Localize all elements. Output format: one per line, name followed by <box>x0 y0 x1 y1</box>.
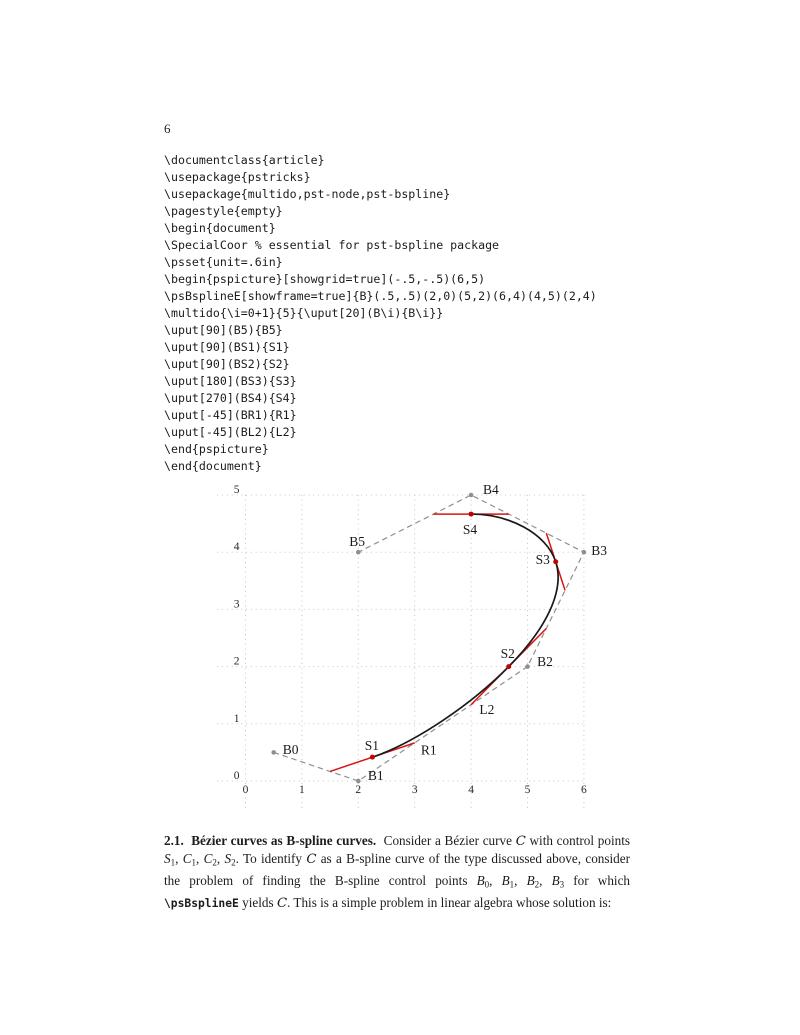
point-label: S1 <box>364 738 379 754</box>
code-line: \end{document} <box>164 459 262 473</box>
control-point-dot <box>469 493 474 498</box>
code-line: \psBsplineE[showframe=true]{B}(.5,.5)(2,0)(5,2)(6,4)(4,5)(2,4) <box>164 289 597 303</box>
code-line: \begin{document} <box>164 221 276 235</box>
x-tick-label: 1 <box>299 784 305 796</box>
spline-point-dot <box>553 559 558 564</box>
spline-point-dot <box>469 512 474 517</box>
code-line: \documentclass{article} <box>164 153 325 167</box>
code-line: \usepackage{pstricks} <box>164 170 311 184</box>
code-line: \uput[90](BS2){S2} <box>164 357 290 371</box>
y-tick-label: 4 <box>233 541 240 554</box>
page-number: 6 <box>164 121 171 136</box>
y-tick-label: 0 <box>233 770 240 782</box>
code-line: \end{pspicture} <box>164 442 269 456</box>
point-label: S2 <box>500 645 515 661</box>
point-label: R1 <box>420 742 437 758</box>
section-paragraph: 2.1. Bézier curves as B-spline curves. Consider a Bézier curve C with control points $S_1$, $C_1$, $C_2$, $S_2$. To identify C as a B-spline curve of the type discussed above, consider the problem of finding the B-spline control points $B_0$, $B_1$, $B_2$, $B_3$ for which \psBsplineE yields C. This is a simple problem in linear algebra whose solution is: <box>164 833 631 911</box>
bspline-figure <box>200 474 630 819</box>
x-tick-label: 0 <box>242 784 249 796</box>
point-label: B3 <box>591 542 608 558</box>
y-tick-label: 2 <box>233 655 240 668</box>
code-line: \SpecialCoor % essential for pst-bspline package <box>164 238 500 252</box>
x-tick-label: 4 <box>468 784 474 796</box>
control-point-dot <box>271 750 276 755</box>
code-line: \multido{\i=0+1}{5}{\uput[20](B\i){B\i}} <box>164 306 444 320</box>
point-label: S4 <box>462 521 478 537</box>
point-label: B2 <box>537 653 553 669</box>
point-label: B1 <box>367 767 384 783</box>
control-point-dot <box>525 664 530 669</box>
point-label: B4 <box>482 481 499 497</box>
spline-point-dot <box>506 664 511 669</box>
point-label: B5 <box>349 533 366 549</box>
code-line: \pagestyle{empty} <box>164 204 283 218</box>
bspline-curve <box>372 514 558 757</box>
x-tick-label: 5 <box>524 784 531 796</box>
code-line: \uput[180](BS3){S3} <box>164 374 297 388</box>
y-tick-label: 1 <box>233 712 240 725</box>
point-label: L2 <box>479 702 495 717</box>
code-line: \begin{pspicture}[showgrid=true](-.5,-.5)(6,5) <box>164 272 486 286</box>
code-line: \uput[-45](BR1){R1} <box>164 408 297 422</box>
bspline-plot-svg <box>200 474 630 819</box>
point-label: S3 <box>535 552 550 568</box>
code-line: \uput[90](BS1){S1} <box>164 340 290 354</box>
x-tick-label: 2 <box>355 784 362 796</box>
control-point-dot <box>582 550 587 555</box>
latex-code-listing <box>164 152 597 475</box>
code-line: \uput[-45](BL2){L2} <box>164 425 297 439</box>
control-point-dot <box>356 550 361 555</box>
x-tick-label: 3 <box>411 784 418 796</box>
spline-point-dot <box>370 755 375 760</box>
control-point-dot <box>356 779 361 784</box>
point-label: B0 <box>282 742 299 758</box>
code-line: \usepackage{multido,pst-node,pst-bspline} <box>164 187 451 201</box>
x-tick-label: 6 <box>581 784 587 796</box>
code-line: \uput[90](B5){B5} <box>164 323 283 337</box>
y-tick-label: 5 <box>233 484 240 496</box>
code-line: \psset{unit=.6in} <box>164 255 283 269</box>
code-line: \uput[270](BS4){S4} <box>164 391 297 405</box>
y-tick-label: 3 <box>233 598 240 611</box>
